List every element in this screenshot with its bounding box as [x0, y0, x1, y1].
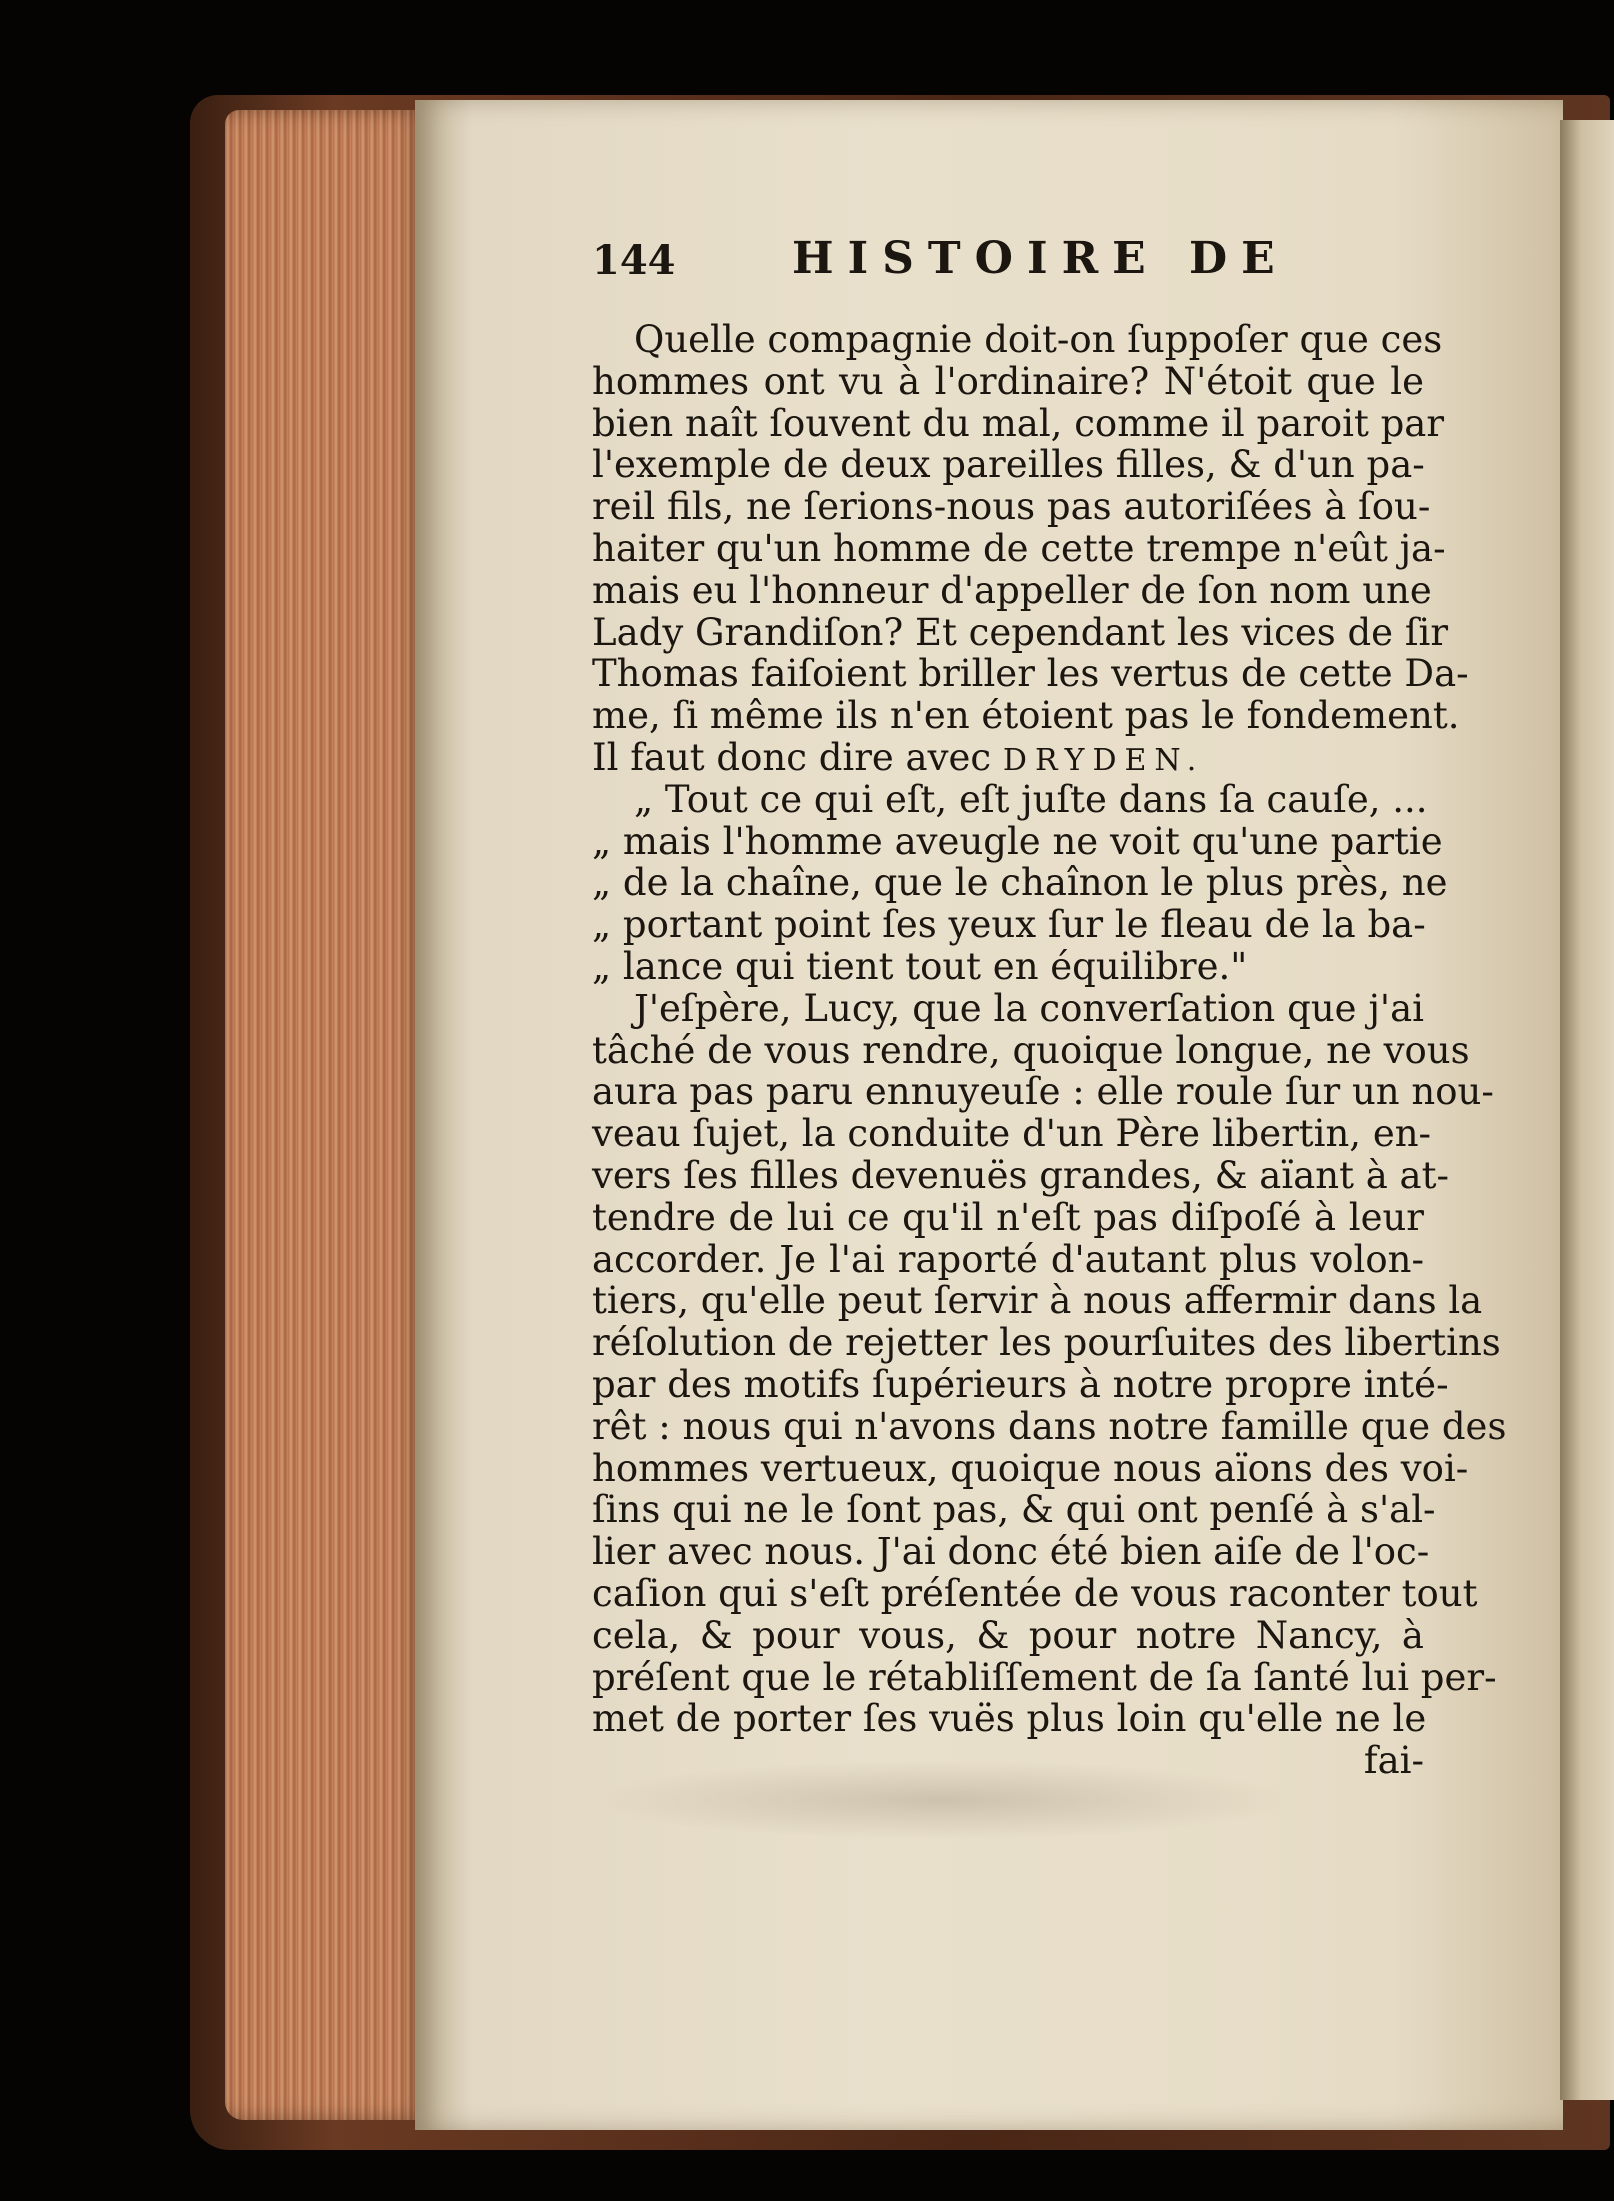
page-number: 144 [592, 237, 676, 284]
text-line: Thomas faiſoient briller les vertus de cette Da- [592, 652, 1469, 696]
text-line [592, 737, 1424, 779]
text-line: mais eu l'honneur d'appeller de ſon nom une [592, 568, 1432, 612]
text-line: lier avec nous. J'ai donc été bien aiſe de l'oc- [592, 1530, 1430, 1574]
right-page-edge [1560, 120, 1614, 2100]
text-line: tiers, qu'elle peut ſervir à nous affermir dans la [592, 1279, 1483, 1323]
paragraph-1 [592, 318, 1469, 779]
text-line: ſins qui ne le ſont pas, & qui ont penſé à s'al- [592, 1488, 1436, 1532]
text-line: tendre de lui ce qu'il n'eſt pas diſpoſé à leur [592, 1195, 1424, 1239]
author-name: DRYDEN. [1002, 742, 1205, 778]
text-line: l'exemple de deux pareilles filles, & d'un pa- [592, 443, 1425, 487]
text-line: hommes ont vu à l'ordinaire? N'étoit que le [592, 359, 1424, 403]
text-line: cela, & pour vous, & pour notre Nancy, à [592, 1613, 1424, 1657]
text-line: J'eſpère, Lucy, que la converſation que j'ai [634, 986, 1424, 1030]
text-line: reil fils, ne ſerions-nous pas autoriſées à ſou- [592, 485, 1431, 529]
text-line: rêt : nous qui n'avons dans notre famille que des [592, 1404, 1507, 1448]
quote-line: „ portant point ſes yeux ſur le fleau de la ba- [592, 903, 1426, 947]
text-line: tâché de vous rendre, quoique longue, ne vous [592, 1028, 1470, 1072]
text-line: haiter qu'un homme de cette trempe n'eût ja- [592, 526, 1446, 570]
text-line: veau ſujet, la conduite d'un Père libertin, en- [592, 1112, 1432, 1156]
text-line: Lady Grandiſon? Et cependant les vices de ſir [592, 610, 1449, 654]
text-line: réſolution de rejetter les pourſuites des libertins [592, 1321, 1501, 1365]
quote-line: „ lance qui tient tout en équilibre." [592, 944, 1248, 988]
text-line: caſion qui s'eſt préſentée de vous raconter tout [592, 1571, 1478, 1615]
text-fragment: Il faut donc dire avec [592, 735, 992, 779]
text-line: accorder. Je l'ai raporté d'autant plus volon- [592, 1237, 1424, 1281]
running-head [592, 227, 1424, 319]
page-edges [225, 110, 425, 2120]
quotation [592, 777, 1448, 988]
running-title: HISTOIRE DE [792, 233, 1289, 284]
text-line: préſent que le rétabliſſement de ſa ſanté lui per- [592, 1655, 1497, 1699]
text-line: par des motifs ſupérieurs à notre propre inté- [592, 1362, 1449, 1406]
text-line: hommes vertueux, quoique nous aïons des voi- [592, 1446, 1469, 1490]
text-line: bien naît ſouvent du mal, comme il paroit par [592, 401, 1445, 445]
page-text [592, 227, 1507, 1783]
quote-line: „ de la chaîne, que le chaînon le plus près, ne [592, 861, 1448, 905]
text-line: met de porter ſes vuës plus loin qu'elle ne le [592, 1697, 1427, 1741]
text-line: vers ſes filles devenuës grandes, & aïant à at- [592, 1153, 1449, 1197]
text-line: aura pas paru ennuyeuſe : elle roule ſur un nou- [592, 1070, 1494, 1114]
quote-line: „ mais l'homme aveugle ne voit qu'une partie [592, 819, 1443, 863]
text-line: me, ſi même ils n'en étoient pas le fondement. [592, 694, 1460, 738]
catchword: fai- [1363, 1739, 1424, 1783]
text-line: Quelle compagnie doit-on ſuppoſer que ces [634, 318, 1443, 361]
quote-line: „ Tout ce qui eſt, eſt juſte dans ſa cauſe, ... [634, 777, 1428, 821]
paragraph-2 [592, 986, 1507, 1741]
